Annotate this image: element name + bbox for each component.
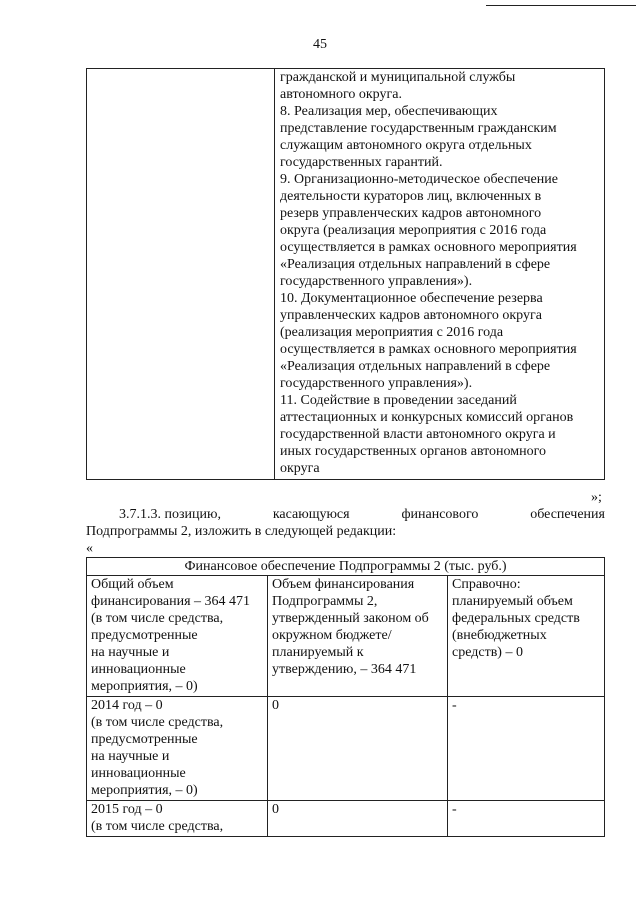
paragraph-word: касающуюся xyxy=(272,507,350,522)
text-line: утвержденный законом об xyxy=(272,611,429,626)
text-line: осуществляется в рамках основного мероприятия xyxy=(280,240,577,255)
paragraph-second-line: Подпрограммы 2, изложить в следующей редакции: xyxy=(86,524,397,539)
text-line: государственных гарантий. xyxy=(280,155,443,170)
federal-reference-text xyxy=(452,576,601,661)
text-line: инновационные xyxy=(91,766,186,781)
year-text xyxy=(91,697,264,799)
budget-approved-cell xyxy=(268,576,448,697)
budget-value-cell: 0 xyxy=(268,801,448,837)
page-bottom-margin xyxy=(0,842,640,905)
text-line: (внебюджетных xyxy=(452,628,547,643)
total-financing-text xyxy=(91,576,264,695)
text-line: резерв управленческих кадров автономного xyxy=(280,206,542,221)
text-line: осуществляется в рамках основного мероприятия xyxy=(280,342,577,357)
text-line: утверждению, – 364 471 xyxy=(272,662,417,677)
text-line: 10. Документационное обеспечение резерва xyxy=(280,291,543,306)
table-row xyxy=(87,558,605,576)
text-line: планируемый к xyxy=(272,645,364,660)
text-line: предусмотренные xyxy=(91,732,198,747)
text-line: округа (реализация мероприятия с 2016 года xyxy=(280,223,547,238)
table-row xyxy=(87,69,605,480)
text-line: 2014 год – 0 xyxy=(91,698,163,713)
text-line: округа xyxy=(280,461,320,476)
top-edge-rule xyxy=(486,5,636,6)
budget-approved-text xyxy=(272,576,444,678)
text-line: управленческих кадров автономного округа xyxy=(280,308,542,323)
total-financing-cell xyxy=(87,576,268,697)
text-line: служащим автономного округа отдельных xyxy=(280,138,532,153)
text-line: на научные и xyxy=(91,645,170,660)
text-line: средств) – 0 xyxy=(452,645,523,660)
paragraph-word: финансового xyxy=(401,507,479,522)
text-line: Объем финансирования xyxy=(272,577,415,592)
text-line: (в том числе средства, xyxy=(91,611,224,626)
text-line: государственной власти автономного округа и xyxy=(280,427,556,442)
text-line: 11. Содействие в проведении заседаний xyxy=(280,393,517,408)
opening-quote-mark: « xyxy=(86,541,93,556)
text-line: государственного управления»). xyxy=(280,274,473,289)
text-line: инновационные xyxy=(91,662,186,677)
text-line: (в том числе средства, xyxy=(91,819,224,834)
table-row xyxy=(87,801,605,837)
subprogram-measures-table xyxy=(86,68,605,480)
text-line: Общий объем xyxy=(91,577,174,592)
text-line: финансирования – 364 471 xyxy=(91,594,251,609)
year-cell xyxy=(87,697,268,801)
text-line: государственного управления»). xyxy=(280,376,473,391)
text-line: гражданской и муниципальной службы xyxy=(280,70,516,85)
text-line: мероприятия, – 0) xyxy=(91,679,198,694)
text-line: 9. Организационно-методическое обеспечение xyxy=(280,172,558,187)
text-line: 2015 год – 0 xyxy=(91,802,163,817)
text-line: представление государственным гражданским xyxy=(280,121,557,136)
federal-value-cell: - xyxy=(448,801,605,837)
text-line: «Реализация отдельных направлений в сфере xyxy=(280,257,551,272)
text-line: окружном бюджете/ xyxy=(272,628,392,643)
table-row xyxy=(87,697,605,801)
text-line: (реализация мероприятия с 2016 года xyxy=(280,325,504,340)
text-line: федеральных средств xyxy=(452,611,580,626)
measures-cell xyxy=(275,69,605,480)
paragraph-word: 3.7.1.3. позицию, xyxy=(119,507,221,522)
table-row xyxy=(87,576,605,697)
budget-value-cell: 0 xyxy=(268,697,448,801)
financing-table-caption: Финансовое обеспечение Подпрограммы 2 (тыс. руб.) xyxy=(87,558,605,576)
financing-table xyxy=(86,557,605,837)
closing-quote-mark: »; xyxy=(591,490,602,505)
page-number: 45 xyxy=(313,37,327,52)
text-line: 8. Реализация мер, обеспечивающих xyxy=(280,104,498,119)
empty-left-cell xyxy=(87,69,275,480)
text-line: Подпрограммы 2, xyxy=(272,594,378,609)
paragraph-first-line xyxy=(86,506,605,523)
amendment-paragraph xyxy=(86,506,605,540)
federal-reference-cell xyxy=(448,576,605,697)
text-line: иных государственных органов автономного xyxy=(280,444,547,459)
text-line: автономного округа. xyxy=(280,87,402,102)
text-line: предусмотренные xyxy=(91,628,198,643)
text-line: планируемый объем xyxy=(452,594,573,609)
text-line: «Реализация отдельных направлений в сфере xyxy=(280,359,551,374)
text-line: деятельности кураторов лиц, включенных в xyxy=(280,189,542,204)
text-line: Справочно: xyxy=(452,577,521,592)
paragraph-word: обеспечения xyxy=(530,507,605,522)
measures-text xyxy=(280,69,600,477)
text-line: аттестационных и конкурсных комиссий органов xyxy=(280,410,574,425)
text-line: на научные и xyxy=(91,749,170,764)
federal-value-cell: - xyxy=(448,697,605,801)
year-text xyxy=(91,801,264,835)
text-line: мероприятия, – 0) xyxy=(91,783,198,798)
text-line: (в том числе средства, xyxy=(91,715,224,730)
year-cell xyxy=(87,801,268,837)
